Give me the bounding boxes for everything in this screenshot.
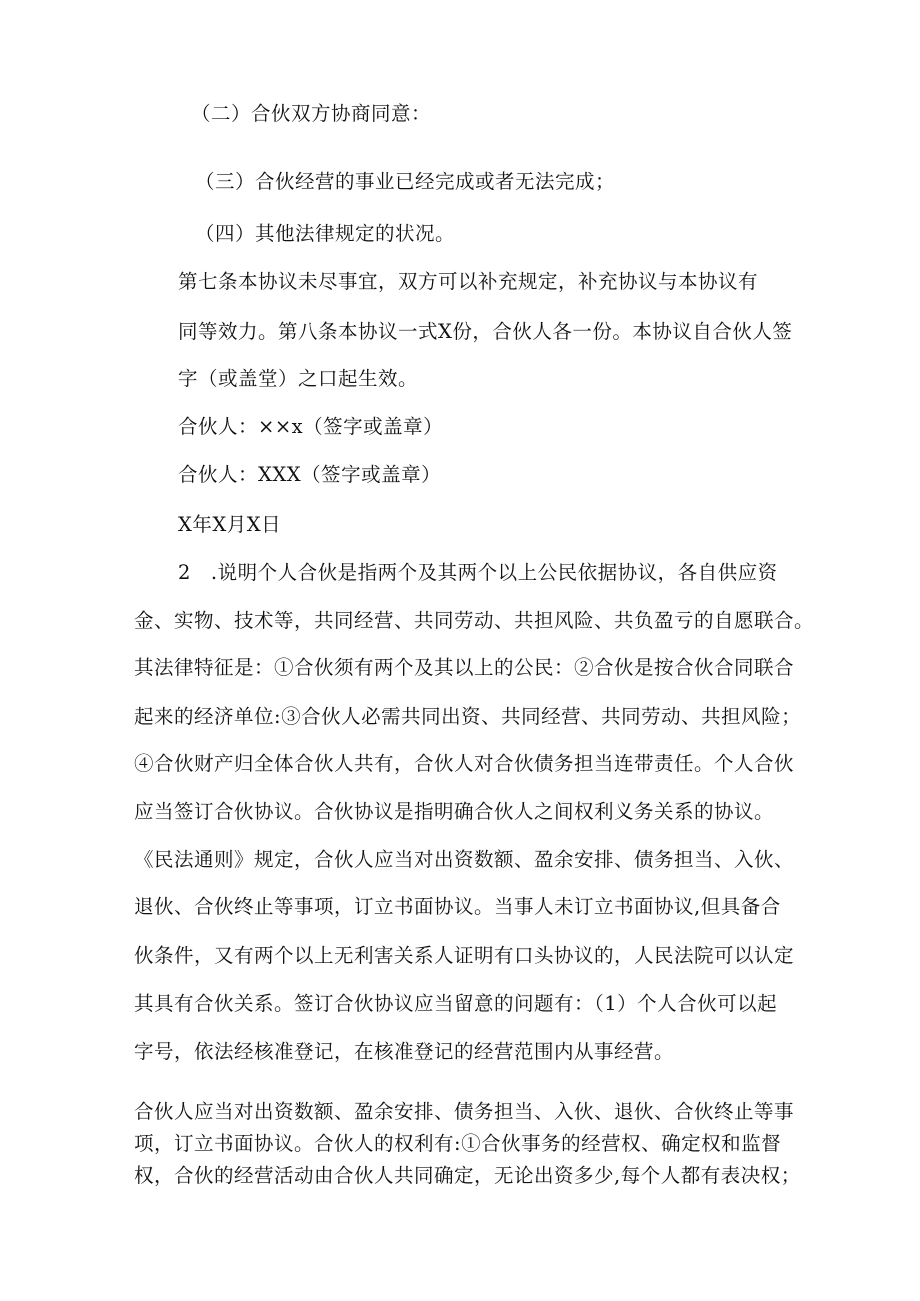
- text-line: 其法律特征是：①合伙须有两个及其以上的公民：②合伙是按合伙合同联合: [134, 656, 795, 679]
- text-line: 其具有合伙关系。签订合伙协议应当留意的问题有：（1）个人合伙可以起: [134, 992, 778, 1015]
- text-line: 《民法通则》规定，合伙人应当对出资数额、盈余安排、债务担当、入伙、: [134, 848, 795, 871]
- text-line: 第七条本协议未尽事宜，双方可以补充规定，补充协议与本协议有: [178, 270, 759, 293]
- text-line: 伙条件，又有两个以上无利害关系人证明有口头协议的，人民法院可以认定: [134, 944, 795, 967]
- text-line: 权，合伙的经营活动由合伙人共同确定，无论出资多少,每个人都有表决权；: [134, 1164, 801, 1187]
- text-line: ④合伙财产归全体合伙人共有，合伙人对合伙债务担当连带责任。个人合伙: [134, 752, 795, 775]
- text-line: 项，订立书面协议。合伙人的权利有:①合伙事务的经营权、确定权和监督: [134, 1132, 782, 1155]
- text-line: 退伙、合伙终止等事项，订立书面协议。当事人未订立书面协议,但具备合: [134, 895, 781, 918]
- text-line: 合伙人应当对出资数额、盈余安排、债务担当、入伙、退伙、合伙终止等事: [134, 1100, 795, 1123]
- text-line: 字（或盖堂）之口起生效。: [178, 367, 419, 390]
- text-line: X年X月X日: [178, 513, 282, 536]
- text-line: 起来的经济单位:③合伙人必需共同出资、共同经营、共同劳动、共担风险；: [134, 705, 802, 728]
- text-line: 字号，依法经核准登记，在核准登记的经营范围内从事经营。: [134, 1040, 675, 1063]
- text-line: （三）合伙经营的事业已经完成或者无法完成；: [195, 170, 616, 193]
- text-line: 同等效力。第八条本协议一式X份，合伙人各一份。本协议自合伙人签: [178, 320, 793, 343]
- text-line: （二）合伙双方协商同意：: [191, 102, 432, 125]
- text-line: （四）其他法律规定的状况。: [195, 222, 456, 245]
- text-line: 合伙人：XXX（签字或盖章）: [178, 463, 442, 486]
- text-line: 合伙人：××x（签字或盖章）: [178, 415, 444, 438]
- text-line: 2 .说明个人合伙是指两个及其两个以上公民依据协议，各自供应资: [178, 561, 778, 584]
- text-line: 金、实物、技术等，共同经营、共同劳动、共担风险、共负盈亏的自愿联合。: [134, 609, 815, 632]
- text-line: 应当签订合伙协议。合伙协议是指明确合伙人之间权利义务关系的协议。: [134, 800, 775, 823]
